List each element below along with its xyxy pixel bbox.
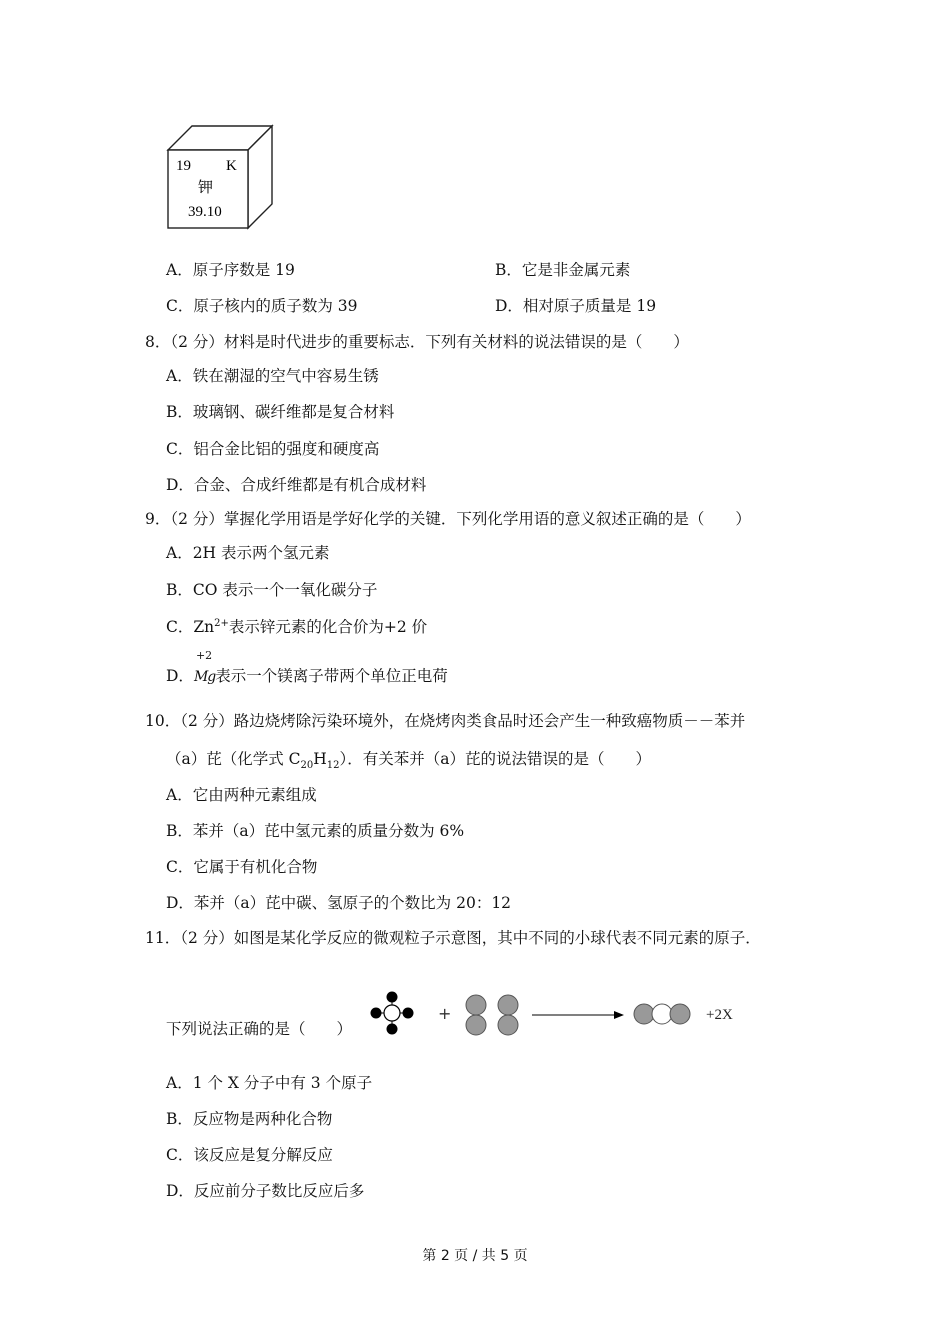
hydrogen-count: 12 xyxy=(326,760,340,772)
page-footer: 第 2 页 / 共 5 页 xyxy=(422,1248,528,1264)
q7-option-a: A．原子序数是 19 xyxy=(166,261,295,279)
q11-option-b: B．反应物是两种化合物 xyxy=(166,1110,333,1128)
q9-option-c xyxy=(166,617,427,637)
element-symbol: K xyxy=(226,158,237,174)
q10-option-b: B．苯并（a）芘中氢元素的质量分数为 6% xyxy=(166,822,465,840)
product-molecule xyxy=(634,1004,690,1024)
element-name: 钾 xyxy=(198,178,214,196)
q9-option-d xyxy=(166,649,448,687)
q8-option-d: D．合金、合成纤维都是有机合成材料 xyxy=(166,476,427,494)
q9-option-c-prefix: C．Zn xyxy=(166,618,215,636)
q10-option-c: C．它属于有机化合物 xyxy=(166,858,318,876)
q9-option-a: A．2H 表示两个氢元素 xyxy=(166,544,330,562)
q10-stem-line2 xyxy=(166,749,652,772)
q10-option-a: A．它由两种元素组成 xyxy=(166,786,317,804)
q9-stem: 9．（2 分）掌握化学用语是学好化学的关键．下列化学用语的意义叙述正确的是（ ） xyxy=(145,510,751,528)
q11-option-c: C．该反应是复分解反应 xyxy=(166,1146,333,1164)
q11-option-d: D．反应前分子数比反应后多 xyxy=(166,1182,365,1200)
q9-option-d-suffix: 表示一个镁离子带两个单位正电荷 xyxy=(215,667,448,685)
q11-prompt: 下列说法正确的是（ ） xyxy=(166,1020,353,1038)
q9-option-d-prefix: D． xyxy=(166,667,194,685)
reactant-molecule-2 xyxy=(466,995,486,1035)
q11-stem: 11．（2 分）如图是某化学反应的微观粒子示意图，其中不同的小球代表不同元素的原子． xyxy=(145,929,761,947)
q10-stem-part-c: ）．有关苯并（a）芘的说法错误的是（ ） xyxy=(339,750,652,768)
q10-stem-part-b: H xyxy=(313,750,327,768)
q7-option-b: B．它是非金属元素 xyxy=(495,261,631,279)
q8-stem: 8．（2 分）材料是时代进步的重要标志．下列有关材料的说法错误的是（ ） xyxy=(145,333,689,351)
q8-option-c: C．铝合金比铝的强度和硬度高 xyxy=(166,440,380,458)
q11-option-a: A．1 个 X 分子中有 3 个原子 xyxy=(166,1074,373,1092)
element-box-diagram xyxy=(160,120,280,230)
product-x-label: +2X xyxy=(706,1007,733,1023)
q10-stem-part-a: （a）芘（化学式 C xyxy=(166,750,301,768)
reaction-diagram xyxy=(360,985,760,1045)
reaction-arrow xyxy=(532,1011,624,1019)
carbon-count: 20 xyxy=(300,760,314,772)
q9-option-c-suffix: 表示锌元素的化合价为+2 价 xyxy=(228,618,428,636)
element-mass: 39.10 xyxy=(188,204,222,220)
reactant-molecule-1 xyxy=(371,992,414,1035)
q10-stem-line1: 10．（2 分）路边烧烤除污染环境外，在烧烤肉类食品时还会产生一种致癌物质－－苯并 xyxy=(145,712,746,730)
q8-option-a: A．铁在潮湿的空气中容易生锈 xyxy=(166,367,379,385)
mg-valence: +2 xyxy=(195,649,213,662)
mg-valence-notation xyxy=(193,649,216,687)
zn-charge: 2+ xyxy=(214,617,229,629)
element-number: 19 xyxy=(176,158,191,174)
q7-option-d: D．相对原子质量是 19 xyxy=(495,297,657,315)
mg-symbol: Mg xyxy=(193,669,216,685)
q7-option-c: C．原子核内的质子数为 39 xyxy=(166,297,358,315)
reactant-molecule-3 xyxy=(498,995,518,1035)
q10-option-d: D．苯并（a）芘中碳、氢原子的个数比为 20：12 xyxy=(166,894,512,912)
q8-option-b: B．玻璃钢、碳纤维都是复合材料 xyxy=(166,403,395,421)
plus-sign: + xyxy=(438,1004,452,1023)
q9-option-b: B．CO 表示一个一氧化碳分子 xyxy=(166,581,378,599)
